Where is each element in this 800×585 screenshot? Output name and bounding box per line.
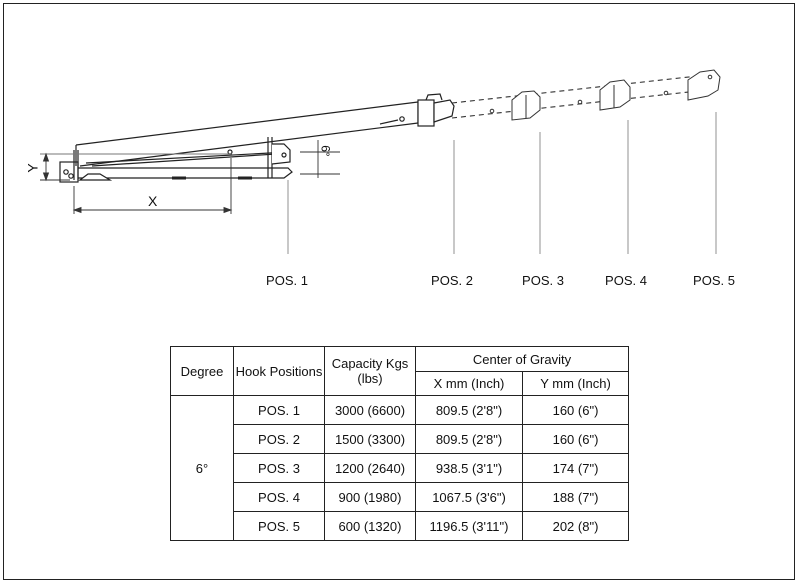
- pos-2-label: POS. 2: [431, 273, 473, 288]
- angle-label: 6°: [318, 145, 333, 157]
- table-row: [171, 425, 629, 454]
- table-row: [171, 483, 629, 512]
- pos-5-label: POS. 5: [693, 273, 735, 288]
- y-cell: 160 (6"): [523, 396, 629, 425]
- x-cell: 938.5 (3'1"): [416, 454, 523, 483]
- degree-cell: 6°: [171, 396, 234, 541]
- extension-collar: [418, 94, 454, 126]
- pos-1-label: POS. 1: [266, 273, 308, 288]
- capacity-cell: 1200 (2640): [325, 454, 416, 483]
- capacity-cell: 3000 (6600): [325, 396, 416, 425]
- telescopic-extension: [452, 74, 716, 118]
- position-cell: POS. 4: [234, 483, 325, 512]
- table-row: [171, 454, 629, 483]
- header-capacity: Capacity Kgs (lbs): [325, 347, 416, 396]
- header-y-col: Y mm (Inch): [523, 372, 629, 396]
- y-cell: 160 (6"): [523, 425, 629, 454]
- x-cell: 809.5 (2'8"): [416, 425, 523, 454]
- position-cell: POS. 2: [234, 425, 325, 454]
- position-cell: POS. 5: [234, 512, 325, 541]
- header-degree: Degree: [171, 347, 234, 396]
- header-center-of-gravity: Center of Gravity: [416, 347, 629, 372]
- x-cell: 809.5 (2'8"): [416, 396, 523, 425]
- x-cell: 1196.5 (3'11"): [416, 512, 523, 541]
- position-cell: POS. 3: [234, 454, 325, 483]
- capacity-cell: 600 (1320): [325, 512, 416, 541]
- back-mount: [60, 150, 110, 182]
- table-row: [171, 396, 629, 425]
- table-row: [171, 512, 629, 541]
- y-cell: 188 (7"): [523, 483, 629, 512]
- capacity-cell: 900 (1980): [325, 483, 416, 512]
- y-cell: 202 (8"): [523, 512, 629, 541]
- y-dimension-label: Y: [24, 163, 41, 173]
- main-boom: [76, 102, 418, 166]
- header-hook-positions: Hook Positions: [234, 347, 325, 396]
- y-cell: 174 (7"): [523, 454, 629, 483]
- pos-3-label: POS. 3: [522, 273, 564, 288]
- header-row-1: [171, 347, 629, 372]
- capacity-cell: 1500 (3300): [325, 425, 416, 454]
- x-dimension-label: X: [148, 193, 158, 209]
- pos-4-label: POS. 4: [605, 273, 647, 288]
- position-cell: POS. 1: [234, 396, 325, 425]
- position-leader-lines: [288, 112, 716, 254]
- header-x-col: X mm (Inch): [416, 372, 523, 396]
- capacity-table: [170, 346, 629, 541]
- x-cell: 1067.5 (3'6"): [416, 483, 523, 512]
